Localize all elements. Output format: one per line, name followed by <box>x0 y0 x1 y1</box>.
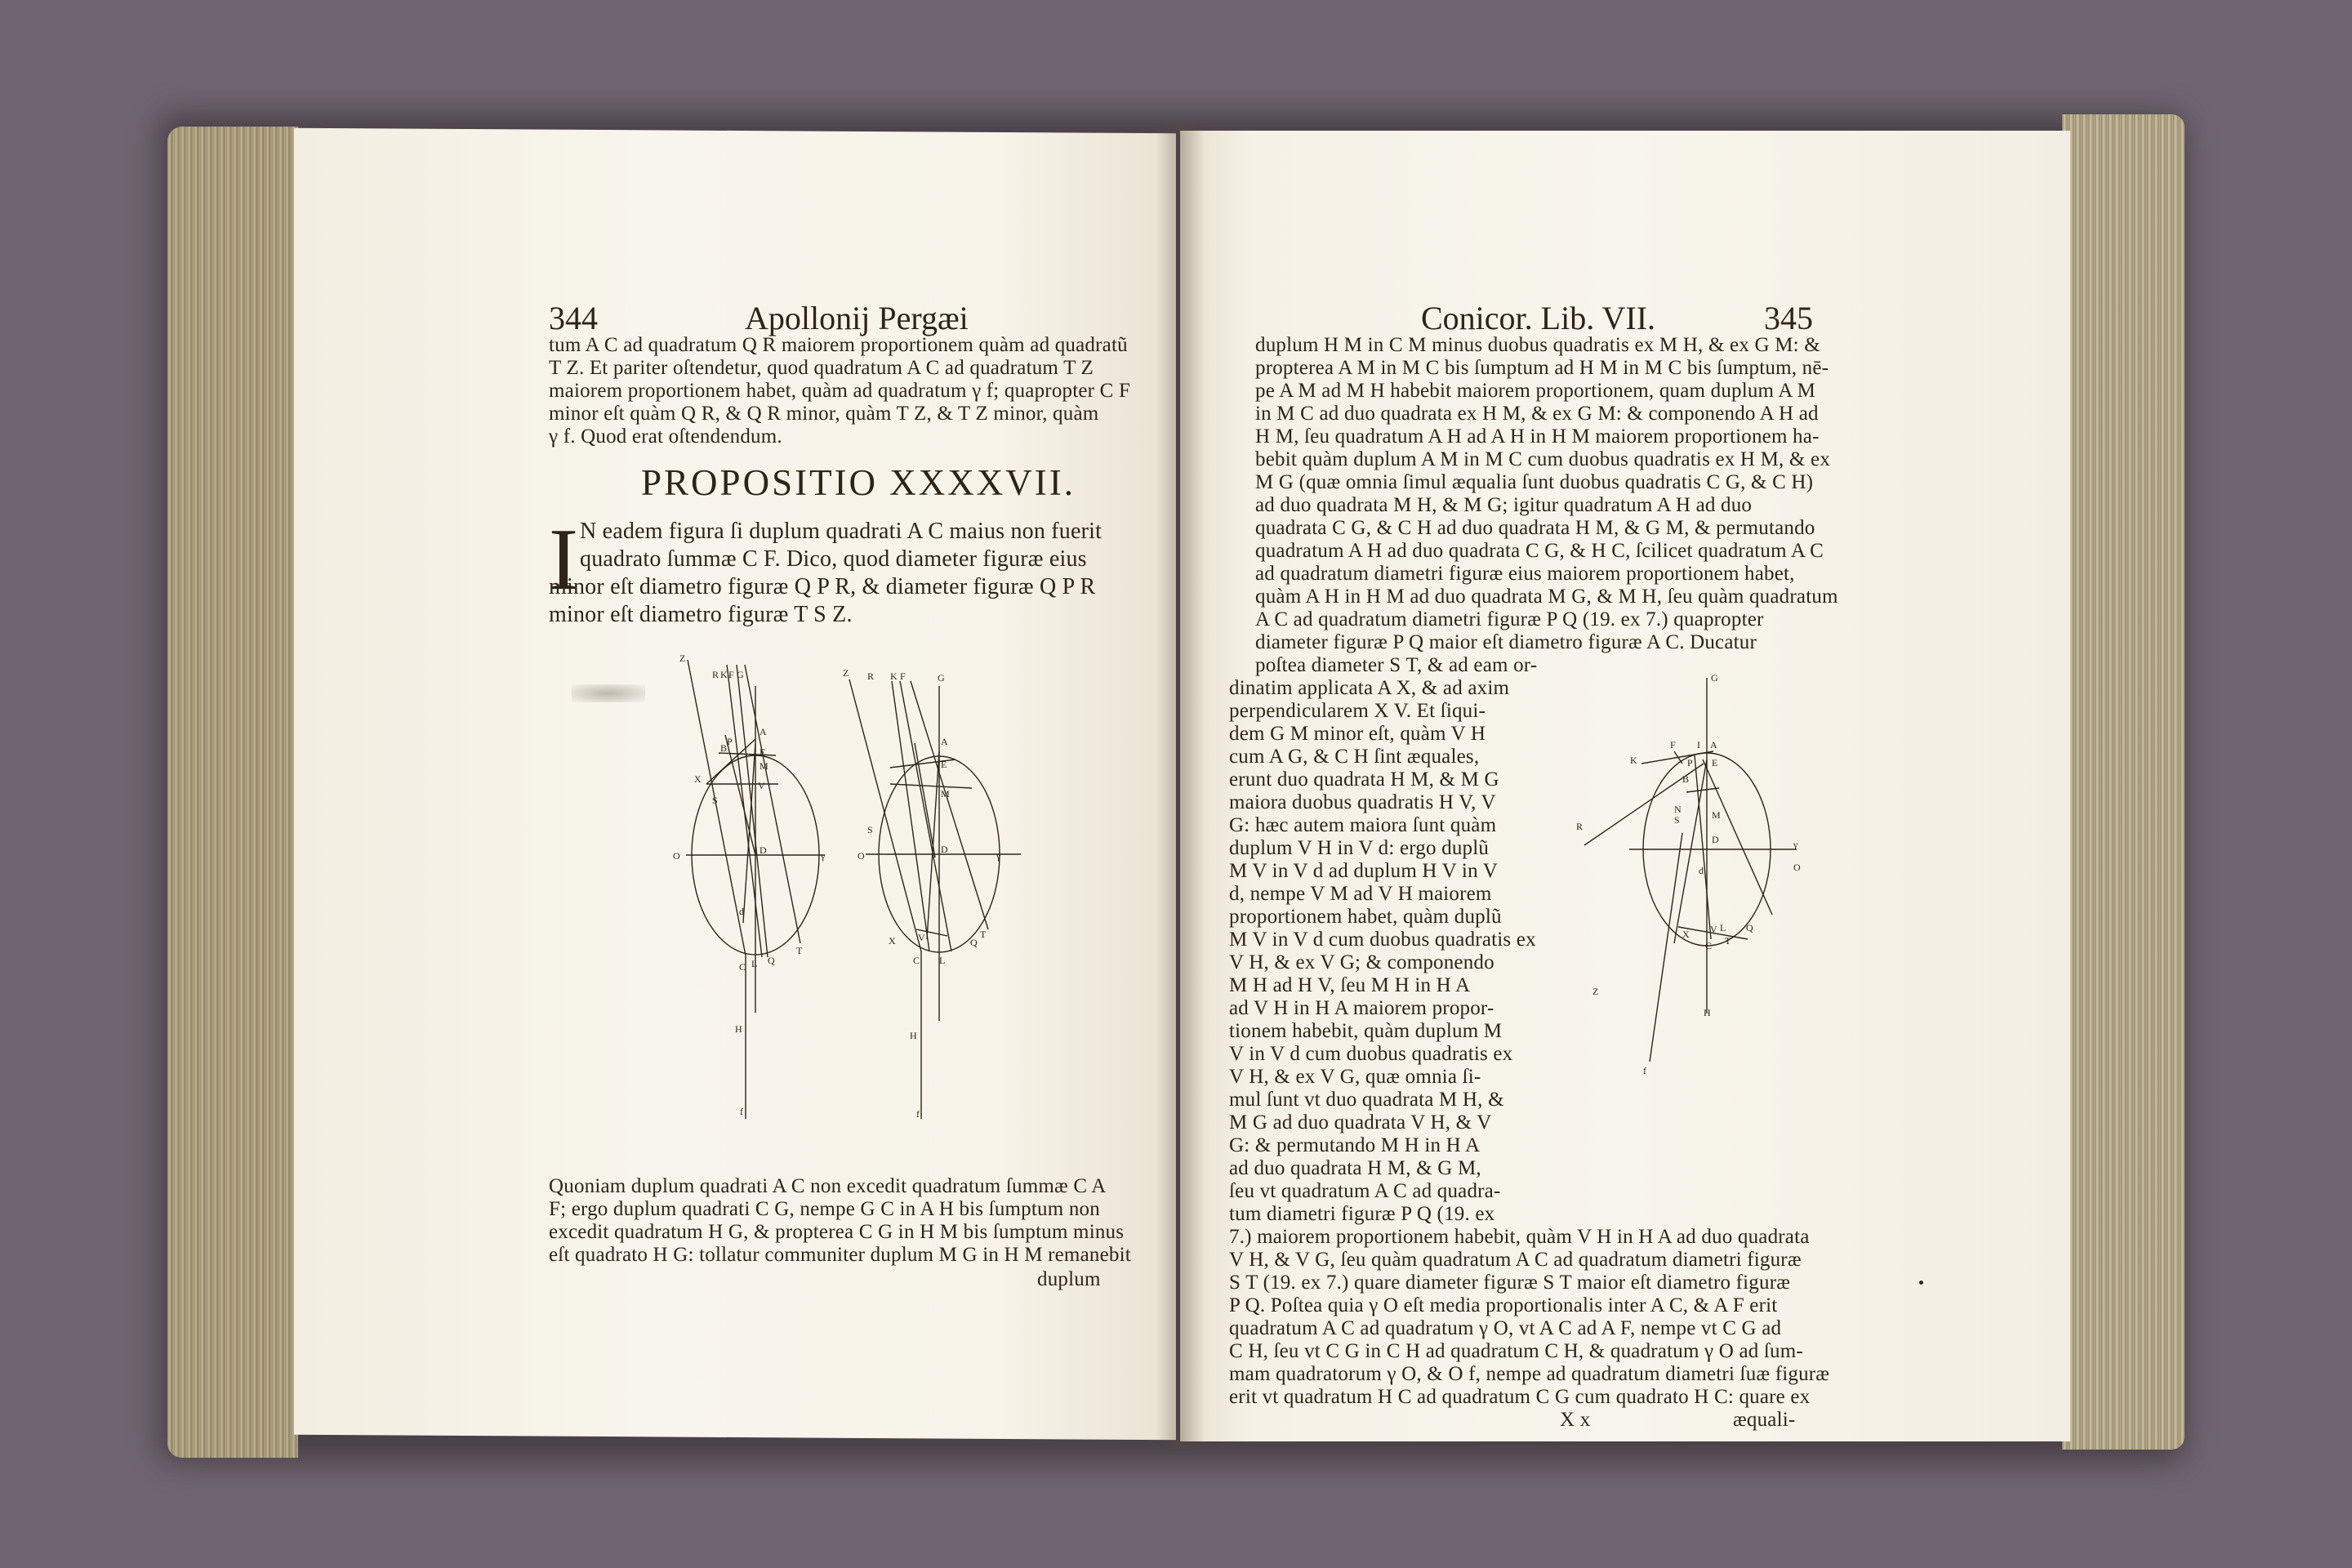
proposition-title: PROPOSITIO XXXXVII. <box>641 462 1076 503</box>
right-narrow-line: erunt duo quadrata H M, & M G <box>1229 768 1499 791</box>
fig1-label: G <box>737 669 744 680</box>
right-bottom-line: mam quadratorum γ O, & O f, nempe ad quadratum diametri ſuæ figuræ <box>1229 1363 1830 1385</box>
fig3-label: M <box>1712 809 1721 821</box>
fig1-label: S <box>712 795 718 806</box>
right-narrow-line: cum A G, & C H ſint æquales, <box>1229 746 1480 768</box>
right-catchword: æquali- <box>1733 1409 1796 1431</box>
right-text-line: quadratum A H ad duo quadrata C G, & H C, ſcilicet quadratum A C <box>1255 540 1824 562</box>
fig1-label: H <box>735 1023 742 1035</box>
fig3-label: C <box>1705 940 1713 951</box>
signature-mark: X x <box>1560 1409 1591 1431</box>
left-page-number: 344 <box>549 300 598 336</box>
fig2-label: D <box>941 844 948 855</box>
fig3-label: Q <box>1746 922 1753 933</box>
proposition-line: minor eſt diametro figuræ Q P R, & diameter figuræ Q P R <box>549 574 1096 599</box>
right-narrow-line: ad V H in H A maiorem propor- <box>1229 997 1494 1019</box>
fig3-label: P <box>1687 757 1693 768</box>
conic-figure-3 <box>1552 670 1813 1094</box>
fig3-label: γ <box>1793 839 1798 850</box>
right-narrow-line: ſeu vt quadratum A C ad quadra- <box>1229 1180 1501 1202</box>
right-narrow-line: perpendicularem X V. Et ſiqui- <box>1229 700 1486 722</box>
right-narrow-line: V in V d cum duobus quadratis ex <box>1229 1043 1513 1065</box>
fig3-label: X <box>1682 929 1690 940</box>
proposition-line: minor eſt diametro figuræ T S Z. <box>549 602 853 627</box>
fig2-label: L <box>939 955 946 966</box>
fig2-label: E <box>941 759 947 770</box>
right-text-line: quàm A H in H M ad duo quadrata M G, & M H, ſeu quàm quadratum <box>1255 586 1838 608</box>
right-narrow-line: M G ad duo quadrata V H, & V <box>1229 1111 1492 1134</box>
right-text-line: quadrata C G, & C H ad duo quadrata H M, & G M, & permutando <box>1255 517 1815 539</box>
ink-stain <box>572 684 645 702</box>
right-page-number: 345 <box>1764 300 1813 336</box>
book-gutter <box>1156 122 1205 1450</box>
fig2-label: F <box>900 670 906 682</box>
ink-dot <box>1919 1281 1923 1285</box>
right-text-line: ad duo quadrata M H, & M G; igitur quadratum A H ad duo <box>1255 494 1753 516</box>
left-running-head: Apollonij Pergæi <box>745 300 969 336</box>
fig1-label: F <box>728 669 734 680</box>
right-bottom-line: C H, ſeu vt C G in C H ad quadratum C H, & quadratum γ O ad ſum- <box>1229 1340 1803 1362</box>
proposition-line: quadrato ſummæ C F. Dico, quod diameter figuræ eius <box>580 546 1087 572</box>
fig3-label: D <box>1712 834 1719 845</box>
right-narrow-line: G: & permutando M H in H A <box>1229 1134 1481 1156</box>
fig3-label: K <box>1630 755 1637 766</box>
fig3-label: Z <box>1592 986 1599 997</box>
right-text-line: M G (quæ omnia ſimul æqualia ſunt duobus quadratis C G, & C H) <box>1255 471 1814 493</box>
conic-figure-2 <box>843 667 1029 1127</box>
fig1-label: P <box>727 736 733 747</box>
fig3-label: B <box>1682 773 1690 785</box>
left-bottom-line: eſt quadrato H G: tollatur communiter duplum M G in H M remanebit <box>549 1244 1131 1266</box>
right-narrow-line: G: hæc autem maiora ſunt quàm <box>1229 814 1497 836</box>
right-running-head: Conicor. Lib. VII. <box>1421 300 1656 336</box>
right-narrow-line: tionem habebit, quàm duplum M <box>1229 1020 1503 1042</box>
fig3-label: E <box>1712 757 1718 768</box>
right-narrow-line: ad duo quadrata H M, & G M, <box>1229 1157 1481 1179</box>
fig3-label: I <box>1697 739 1700 751</box>
left-catchword: duplum <box>1037 1268 1101 1290</box>
proposition-line: N eadem figura ſi duplum quadrati A C maius non fuerit <box>580 519 1102 544</box>
fig2-label: G <box>938 672 945 684</box>
right-text-line: propterea A M in M C bis ſumptum ad H M in M C bis ſumptum, nē- <box>1255 357 1829 379</box>
right-text-line: bebit quàm duplum A M in M C cum duobus quadratis ex H M, & ex <box>1255 448 1831 470</box>
left-text-line: tum A C ad quadratum Q R maiorem proportionem quàm ad quadratũ <box>549 334 1128 356</box>
right-page-edges <box>2062 114 2185 1450</box>
fig2-label: T <box>980 929 987 940</box>
right-narrow-line: duplum V H in V d: ergo duplũ <box>1229 837 1490 859</box>
fig3-label: T <box>1725 935 1731 947</box>
right-text-line: A C ad quadratum diametri figuræ P Q (19. ex 7.) quapropter <box>1255 608 1764 630</box>
fig1-label: d <box>739 906 744 917</box>
fig2-label: A <box>941 736 948 747</box>
left-text-line: γ f. Quod erat oſtendendum. <box>549 425 782 448</box>
right-text-line: poſtea diameter S T, & ad eam or- <box>1255 654 1538 676</box>
fig1-label: f <box>740 1106 743 1117</box>
right-narrow-line: mul ſunt vt duo quadrata M H, & <box>1229 1089 1504 1111</box>
fig2-label: f <box>916 1108 920 1120</box>
drop-cap: I <box>549 511 578 608</box>
right-bottom-line: V H, & V G, ſeu quàm quadratum A C ad quadratum diametri figuræ <box>1229 1249 1802 1271</box>
right-narrow-line: M V in V d ad duplum H V in V <box>1229 860 1499 882</box>
fig1-label: D <box>760 844 767 856</box>
fig1-label: R <box>712 669 719 680</box>
fig3-label: H <box>1704 1007 1711 1018</box>
right-bottom-line: quadratum A C ad quadratum γ O, vt A C ad A F, nempe vt C G ad <box>1229 1317 1782 1339</box>
left-page-edges <box>167 127 298 1458</box>
right-narrow-line: tum diametri figuræ P Q (19. ex <box>1229 1203 1495 1225</box>
fig3-label: F <box>1670 739 1676 751</box>
right-text-line: in M C ad duo quadrata ex H M, & ex G M: & componendo A H ad <box>1255 403 1819 425</box>
right-narrow-line: dinatim applicata A X, & ad axim <box>1229 677 1510 699</box>
fig3-label: V <box>1710 924 1717 935</box>
right-bottom-line: 7.) maiorem proportionem habebit, quàm V H in H A ad duo quadrata <box>1229 1226 1810 1248</box>
fig3-label: S <box>1674 814 1680 826</box>
right-narrow-line: M H ad H V, ſeu M H in H A <box>1229 974 1471 996</box>
fig1-label: O <box>673 850 680 862</box>
fig2-label: H <box>910 1030 917 1041</box>
right-narrow-line: V H, & ex V G, quæ omnia ſi- <box>1229 1066 1481 1088</box>
right-bottom-line: P Q. Poſtea quia γ O eſt media proportionalis inter A C, & A F erit <box>1229 1294 1778 1316</box>
left-text-line: T Z. Et pariter oſtendetur, quod quadratum A C ad quadratum T Z <box>549 357 1094 379</box>
right-narrow-line: M V in V d cum duobus quadratis ex <box>1229 929 1536 951</box>
fig1-label: Q <box>768 955 775 966</box>
fig2-label: V <box>918 932 925 943</box>
right-bottom-line: erit vt quadratum H C ad quadratum C G cum quadrato H C: quare ex <box>1229 1386 1811 1408</box>
fig2-label: R <box>867 670 875 682</box>
fig2-label: γ <box>996 850 1001 862</box>
right-text-line: diameter figuræ P Q maior eſt diametro figuræ A C. Ducatur <box>1255 631 1757 653</box>
fig3-label: R <box>1576 821 1584 832</box>
right-narrow-line: proportionem habet, quàm duplũ <box>1229 906 1502 928</box>
fig3-label: G <box>1711 672 1718 684</box>
fig3-label: d <box>1699 865 1704 876</box>
fig1-label: T <box>796 945 803 956</box>
right-bottom-line: S T (19. ex 7.) quare diameter figuræ S T maior eſt diametro figuræ <box>1229 1272 1791 1294</box>
fig3-label: L <box>1720 922 1726 933</box>
fig2-label: S <box>867 824 873 835</box>
fig1-label: B <box>720 742 728 754</box>
fig3-label: A <box>1710 739 1717 751</box>
fig1-label: X <box>694 773 702 785</box>
fig2-label: K <box>890 670 898 682</box>
left-bottom-line: Quoniam duplum quadrati A C non excedit quadratum ſummæ C A <box>549 1175 1107 1197</box>
fig2-label: Q <box>970 937 978 948</box>
right-text-line: ad quadratum diametri figuræ eius maiorem proportionem habet, <box>1255 563 1795 585</box>
right-narrow-line: maiora duobus quadratis H V, V <box>1229 791 1496 813</box>
fig1-label: γ <box>821 850 826 862</box>
fig1-label: A <box>760 726 767 737</box>
fig1-label: Z <box>679 653 686 664</box>
fig3-label: f <box>1643 1065 1646 1076</box>
fig2-label: Z <box>843 667 849 679</box>
conic-figure-1 <box>670 653 833 1127</box>
fig1-label: C <box>739 961 746 973</box>
fig3-label: N <box>1674 804 1682 815</box>
right-narrow-line: dem G M minor eſt, quàm V H <box>1229 723 1486 745</box>
right-narrow-line: V H, & ex V G; & componendo <box>1229 951 1494 973</box>
left-bottom-line: excedit quadratum H G, & propterea C G in H M bis ſumptum minus <box>549 1221 1125 1243</box>
right-text-line: H M, ſeu quadratum A H ad A H in H M maiorem proportionem ha- <box>1255 425 1820 448</box>
fig1-label: M <box>760 760 768 772</box>
left-bottom-line: F; ergo duplum quadrati C G, nempe G C in A H bis ſumptum non <box>549 1198 1100 1220</box>
right-text-line: duplum H M in C M minus duobus quadratis ex M H, & ex G M: & <box>1255 334 1820 356</box>
fig2-label: C <box>913 955 920 966</box>
left-text-line: minor eſt quàm Q R, & Q R minor, quàm T Z, & T Z minor, quàm <box>549 403 1099 425</box>
fig2-label: M <box>941 788 950 800</box>
fig1-label: V <box>758 780 765 791</box>
right-text-line: pe A M ad M H habebit maiorem proportionem, quam duplum A M <box>1255 380 1816 402</box>
fig3-label: O <box>1793 862 1801 873</box>
left-text-line: maiorem proportionem habet, quàm ad quadratum γ f; quapropter C F <box>549 380 1131 402</box>
fig1-label: L <box>751 958 758 969</box>
fig1-label: E <box>760 746 766 758</box>
fig2-label: X <box>889 935 896 947</box>
fig2-label: O <box>858 850 865 862</box>
fig1-label: K <box>720 669 728 680</box>
right-narrow-line: d, nempe V M ad V H maiorem <box>1229 883 1492 905</box>
